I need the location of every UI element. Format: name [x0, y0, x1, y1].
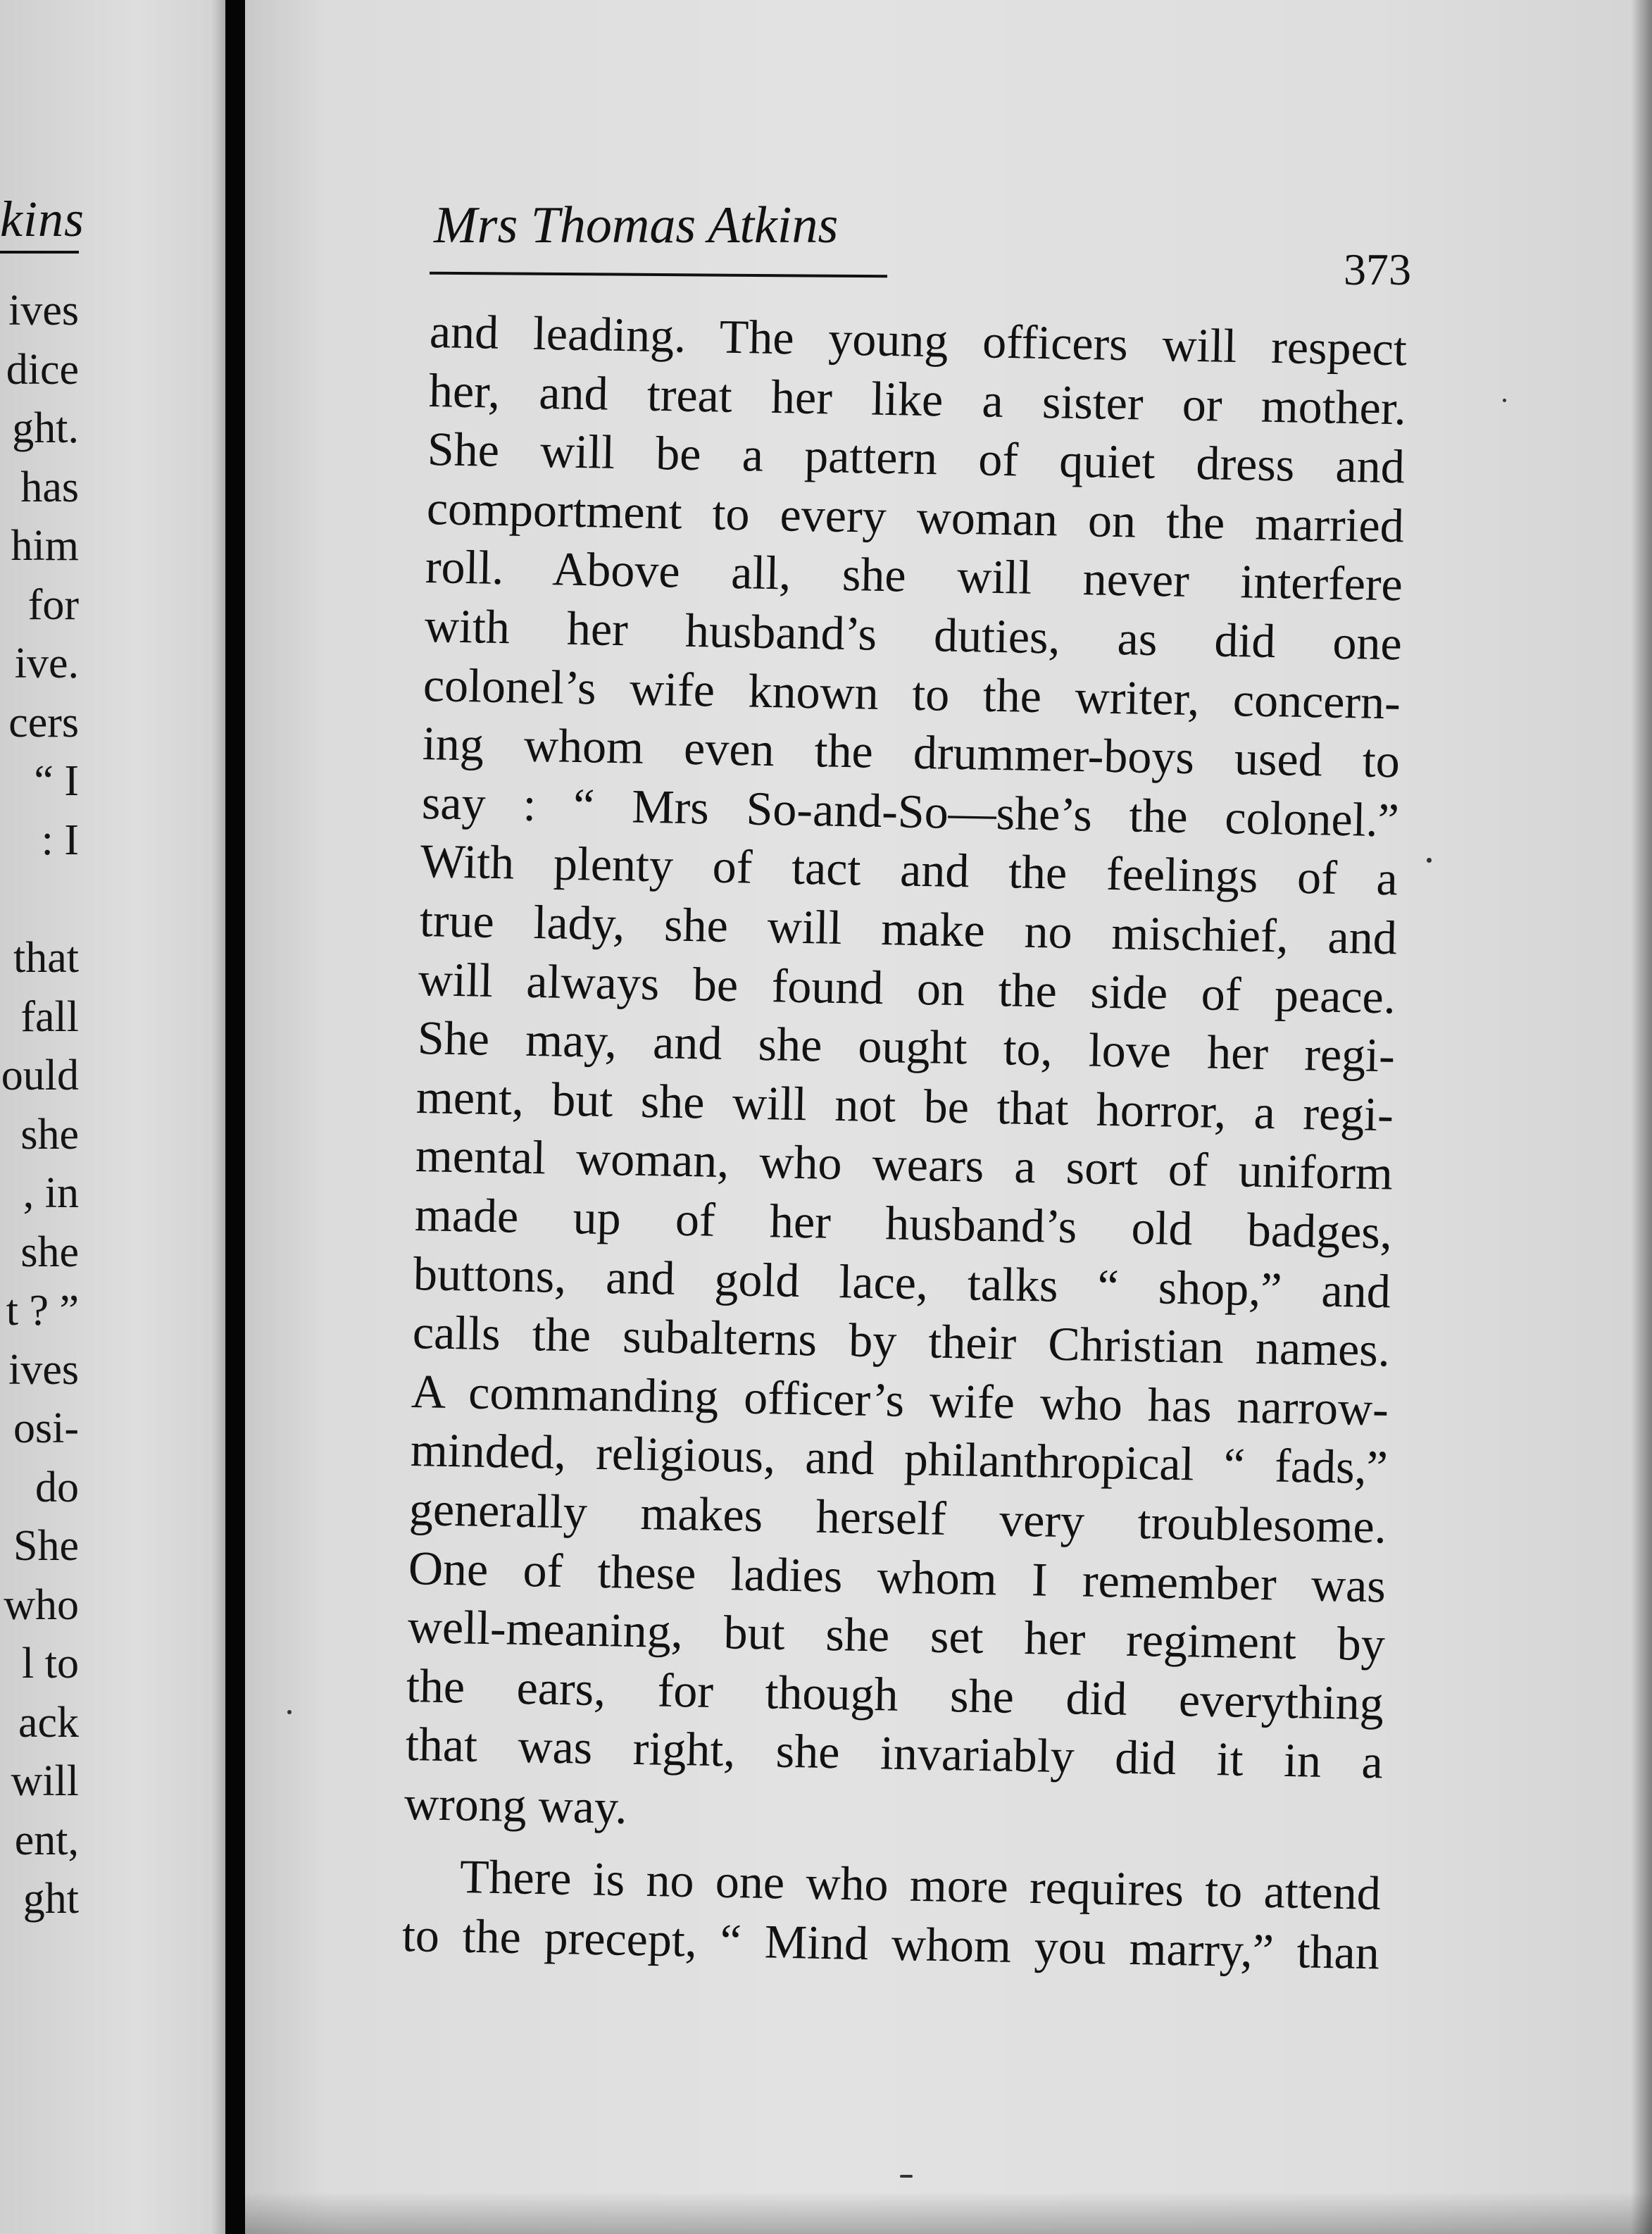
text-line: One of these ladies whom I remember was [408, 1540, 1387, 1613]
left-line: : I [41, 816, 79, 864]
left-line: fall [20, 992, 79, 1041]
text-line: her, and treat her like a sister or mother. [427, 363, 1407, 435]
left-line: osi- [13, 1404, 79, 1452]
text-line: ing whom even the drummer-boys used to [422, 716, 1401, 788]
left-line: ives [8, 287, 79, 335]
text-line: With plenty of tact and the feelings of a [420, 834, 1398, 906]
left-line: ould [1, 1052, 79, 1099]
paragraph-gap [0, 870, 79, 929]
left-line: l to [22, 1640, 79, 1687]
left-line: for [27, 580, 79, 629]
text-line: minded, religious, and philanthropical “ fads,” [410, 1423, 1389, 1494]
text-line: well-meaning, but she set her regiment by [406, 1599, 1386, 1671]
left-line: ack [18, 1698, 79, 1747]
text-line: and leading. The young officers will respect [429, 304, 1408, 376]
page-number: 373 [1344, 244, 1411, 294]
text-line: the ears, for though she did everything [406, 1658, 1384, 1730]
text-line: calls the subalterns by their Christian names. [412, 1305, 1391, 1377]
text-line: She may, and she ought to, love her regi- [417, 1011, 1396, 1082]
text-line: A commanding officer’s wife who has narrow- [411, 1364, 1389, 1436]
text-line: colonel’s wife known to the writer, concern- [423, 657, 1401, 730]
text-line: She will be a pattern of quiet dress and [427, 422, 1406, 494]
left-line: t ? ” [6, 1287, 79, 1335]
paper-speck [900, 2175, 913, 2178]
text-line: roll. Above all, she will never interfere [425, 539, 1403, 611]
left-line: , in [23, 1169, 79, 1217]
text-line: generally makes herself very troublesome. [408, 1482, 1387, 1554]
left-line: She [13, 1522, 79, 1570]
paper-speck [1503, 399, 1506, 402]
left-line: she [20, 1110, 79, 1159]
text-line: buttons, and gold lace, talks “ shop,” and [413, 1246, 1391, 1318]
text-line: will always be found on the side of peace. [418, 951, 1396, 1024]
left-line: she [20, 1228, 79, 1276]
left-line: “ I [34, 757, 79, 805]
left-line: ives [8, 1345, 79, 1394]
left-line: ent, [14, 1816, 79, 1864]
running-head: Mrs Thomas Atkins [434, 196, 839, 254]
text-line: that was right, she invariably did it in a [405, 1717, 1384, 1789]
left-line: ght. [12, 404, 79, 452]
left-running-head: kins [0, 191, 85, 247]
text-line: say : “ Mrs So-and-So—she’s the colonel.” [420, 775, 1400, 847]
text-line: mental woman, who wears a sort of uniform [415, 1128, 1394, 1200]
body-text [245, 0, 1652, 2234]
text-line: ment, but she will not be that horror, a regi- [415, 1069, 1394, 1142]
left-head-rule [0, 251, 79, 254]
left-line: cers [8, 698, 79, 747]
text-line: to the precept, “ Mind whom you marry,” than [401, 1908, 1380, 1980]
left-line: him [11, 522, 79, 570]
text-line: There is no one who more requires to attend [459, 1849, 1382, 1920]
left-line: ive. [14, 639, 79, 687]
text-line: comportment to every woman on the married [426, 480, 1405, 553]
left-line: who [4, 1580, 79, 1629]
book-spine [227, 0, 245, 2234]
left-page-text [0, 282, 79, 1929]
paper-speck [1427, 858, 1432, 863]
page-edge-shadow [1631, 0, 1652, 2234]
left-line: do [35, 1463, 79, 1511]
text-line: true lady, she will make no mischief, and [419, 893, 1398, 965]
left-line: will [11, 1757, 79, 1805]
text-line: with her husband’s duties, as did one [424, 599, 1403, 670]
left-line: has [20, 463, 79, 511]
left-line: that [13, 934, 79, 982]
right-page [245, 0, 1652, 2234]
left-facing-page [0, 0, 225, 2234]
paper-speck [287, 1710, 292, 1714]
text-line: made up of her husband’s old badges, [413, 1187, 1393, 1259]
text-line: wrong way. [403, 1776, 628, 1834]
page-bottom-shadow [245, 2192, 1652, 2234]
left-line: ght [23, 1875, 79, 1923]
left-line: dice [6, 345, 79, 394]
